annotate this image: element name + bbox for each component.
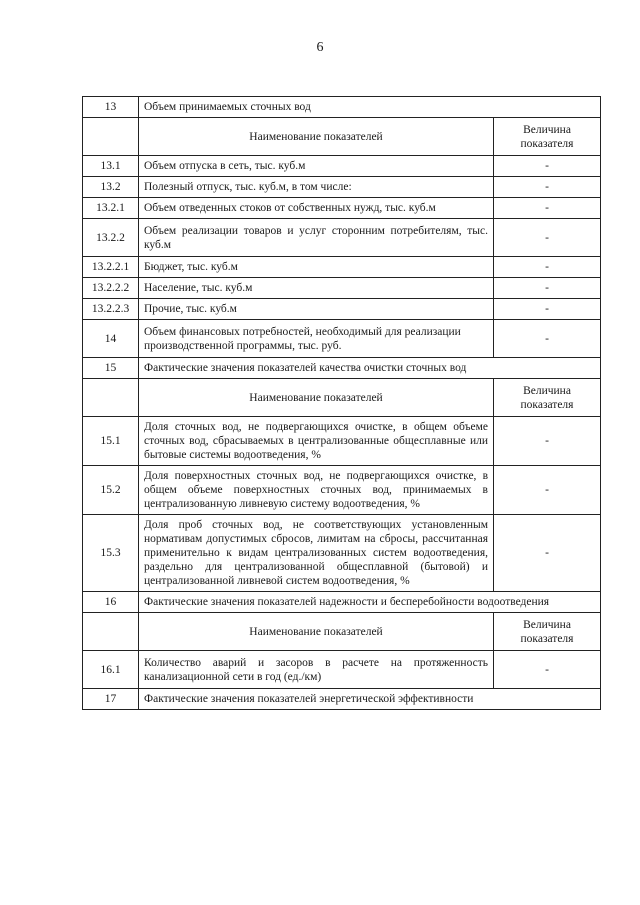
row-number: 13.2.2.1	[83, 257, 139, 278]
section-row	[83, 358, 601, 379]
row-number: 13.2.1	[83, 198, 139, 219]
table-row	[83, 299, 601, 320]
section-row	[83, 97, 601, 118]
row-number: 13.2.2.3	[83, 299, 139, 320]
table-row	[83, 651, 601, 689]
section-title: Фактические значения показателей надежности и бесперебойности водоотведения	[139, 592, 601, 613]
header-name: Наименование показателей	[139, 613, 494, 651]
row-number: 14	[83, 320, 139, 358]
section-title: Объем принимаемых сточных вод	[139, 97, 601, 118]
row-number: 15	[83, 358, 139, 379]
table-row	[83, 156, 601, 177]
header-row	[83, 613, 601, 651]
row-label: Количество аварий и засоров в расчете на протяженность канализационной сети в год (ед./км)	[139, 651, 494, 689]
table-row	[83, 219, 601, 257]
row-value: -	[494, 320, 601, 358]
header-name: Наименование показателей	[139, 118, 494, 156]
row-value: -	[494, 299, 601, 320]
header-row	[83, 379, 601, 417]
row-number: 15.1	[83, 417, 139, 466]
row-value: -	[494, 257, 601, 278]
header-value: Величина показателя	[494, 613, 601, 651]
table-row	[83, 198, 601, 219]
header-value: Величина показателя	[494, 118, 601, 156]
row-value: -	[494, 156, 601, 177]
row-number: 13.2.2.2	[83, 278, 139, 299]
row-value: -	[494, 417, 601, 466]
table-row	[83, 417, 601, 466]
row-value: -	[494, 198, 601, 219]
row-label: Полезный отпуск, тыс. куб.м, в том числе:	[139, 177, 494, 198]
row-value: -	[494, 177, 601, 198]
table-row	[83, 177, 601, 198]
row-value: -	[494, 219, 601, 257]
header-name: Наименование показателей	[139, 379, 494, 417]
row-number: 15.2	[83, 466, 139, 515]
row-number: 16	[83, 592, 139, 613]
section-row	[83, 689, 601, 710]
row-label: Доля сточных вод, не подвергающихся очистке, в общем объеме сточных вод, сбрасываемых в централизованные общесплавные или бытовые системы водоотведения, %	[139, 417, 494, 466]
row-label: Объем отпуска в сеть, тыс. куб.м	[139, 156, 494, 177]
section-title: Фактические значения показателей качества очистки сточных вод	[139, 358, 601, 379]
section-title: Фактические значения показателей энергетической эффективности	[139, 689, 601, 710]
page-number: 6	[316, 40, 324, 55]
table-row	[83, 466, 601, 515]
row-label: Объем финансовых потребностей, необходимый для реализации производственной программы, тыс. руб.	[139, 320, 494, 358]
row-number: 13	[83, 97, 139, 118]
row-number: 15.3	[83, 515, 139, 592]
row-number: 17	[83, 689, 139, 710]
indicators-table	[82, 96, 601, 710]
header-row	[83, 118, 601, 156]
table-row	[83, 515, 601, 592]
table-row	[83, 257, 601, 278]
row-label: Доля проб сточных вод, не соответствующих установленным нормативам допустимых сбросов, лимитам на сбросы, рассчитанная применительно к видам централизованных систем водоотведения, раздельно для централизованной общесплавной (бытовой) и централизованной ливневой систем водоотведения, %	[139, 515, 494, 592]
row-value: -	[494, 515, 601, 592]
row-value: -	[494, 651, 601, 689]
row-value: -	[494, 278, 601, 299]
row-label: Объем реализации товаров и услуг сторонним потребителям, тыс. куб.м	[139, 219, 494, 257]
row-label: Бюджет, тыс. куб.м	[139, 257, 494, 278]
row-value: -	[494, 466, 601, 515]
table-row	[83, 278, 601, 299]
row-label: Объем отведенных стоков от собственных нужд, тыс. куб.м	[139, 198, 494, 219]
table-row	[83, 320, 601, 358]
row-number: 13.2	[83, 177, 139, 198]
row-label: Население, тыс. куб.м	[139, 278, 494, 299]
row-label: Доля поверхностных сточных вод, не подвергающихся очистке, в общем объеме поверхностных сточных вод, принимаемых в централизованную ливневую систему водоотведения, %	[139, 466, 494, 515]
section-row	[83, 592, 601, 613]
row-label: Прочие, тыс. куб.м	[139, 299, 494, 320]
header-value: Величина показателя	[494, 379, 601, 417]
row-number: 16.1	[83, 651, 139, 689]
row-number: 13.1	[83, 156, 139, 177]
row-number: 13.2.2	[83, 219, 139, 257]
